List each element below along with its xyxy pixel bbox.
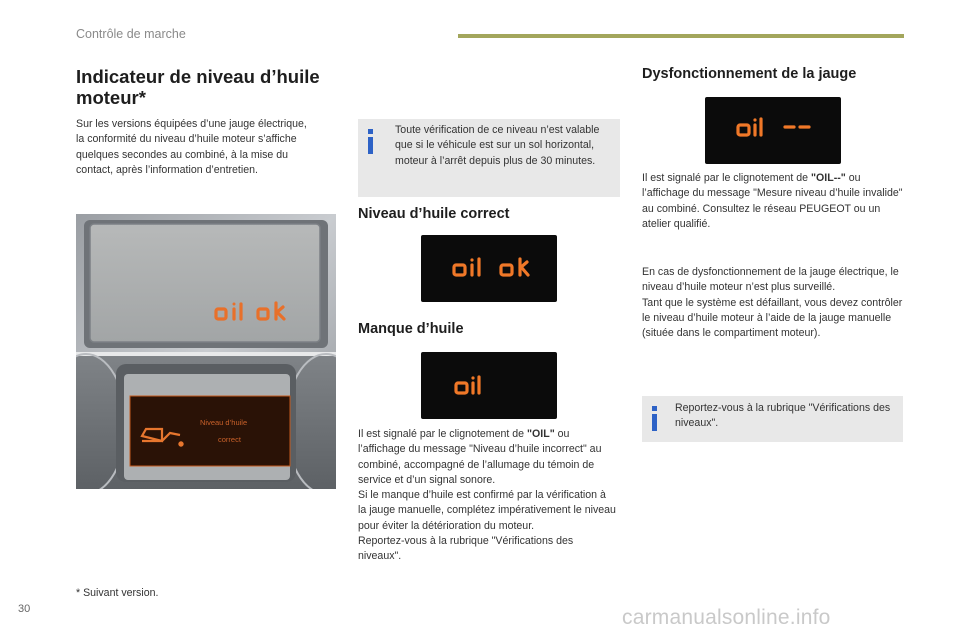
dysf-text-unmonitored: En cas de dysfonctionnement de la jauge électrique, le niveau d’huile moteur n’est plus surveillé. [642,266,899,294]
cluster-message-line1: Niveau d’huile [200,418,248,427]
header-accent-bar [458,34,904,38]
section-title-niveau-correct: Niveau d’huile correct [358,206,510,222]
dysf-text-bold: "OIL--" [811,172,846,184]
dysfonctionnement-description [642,171,904,232]
info-icon [652,406,658,430]
page-title: Indicateur de niveau d’huile moteur* [76,66,320,108]
dysf-text-part1: Il est signalé par le clignotement de [642,172,812,184]
page-number: 30 [18,603,31,615]
lcd-display-oil-dash [705,97,841,164]
dysf-text-manual-check: Tant que le système est défaillant, vous devez contrôler le niveau d’huile moteur à l’aide de la jauge manuelle (située dans le compartiment moteur). [642,296,903,340]
manque-huile-description [358,427,616,565]
manque-text-reference: Reportez-vous à la rubrique "Vérifications des niveaux". [358,535,574,563]
manque-text-bold: "OIL" [527,428,555,440]
cluster-message-line2: correct [218,435,241,444]
dysfonctionnement-warning [642,265,904,341]
info-box-verification [358,119,620,197]
watermark: carmanualsonline.info [622,606,831,629]
instrument-cluster-photo [76,214,336,489]
section-title-dysfonctionnement: Dysfonctionnement de la jauge [642,66,857,82]
info-box-text: Reportez-vous à la rubrique "Vérifications des niveaux". [675,402,891,430]
manque-text-part1: Il est signalé par le clignotement de [358,428,528,440]
lcd-display-oil [421,352,557,419]
info-box-text: Toute vérification de ce niveau n’est valable que si le véhicule est sur un sol horizontal, moteur à l’arrêt depuis plus de 30 minutes. [395,124,600,167]
intro-paragraph: Sur les versions équipées d’une jauge électrique, la conformité du niveau d’huile moteur s’affiche quelques secondes au combiné, à la mise du contact, après l’information d’entretien. [76,118,307,176]
info-icon [368,129,374,153]
dysf-text-part2: ou l’affichage du message "Mesure niveau d’huile invalide" au combiné. Consultez le réseau PEUGEOT ou un atelier qualifié. [642,172,903,230]
lcd-display-oil-ok [421,235,557,302]
section-header: Contrôle de marche [76,27,186,41]
footnote: * Suivant version. [76,587,159,599]
manque-text-confirm: Si le manque d’huile est confirmé par la vérification à la jauge manuelle, complétez impérativement le niveau pour éviter la détérioration du moteur. [358,489,616,532]
manque-text-part2: ou l’affichage du message "Niveau d’huile incorrect" au combiné, accompagné de l’allumage du témoin de service et d’un signal sonore. [358,428,602,486]
info-box-reference [642,396,903,442]
section-title-manque-huile: Manque d’huile [358,321,464,337]
